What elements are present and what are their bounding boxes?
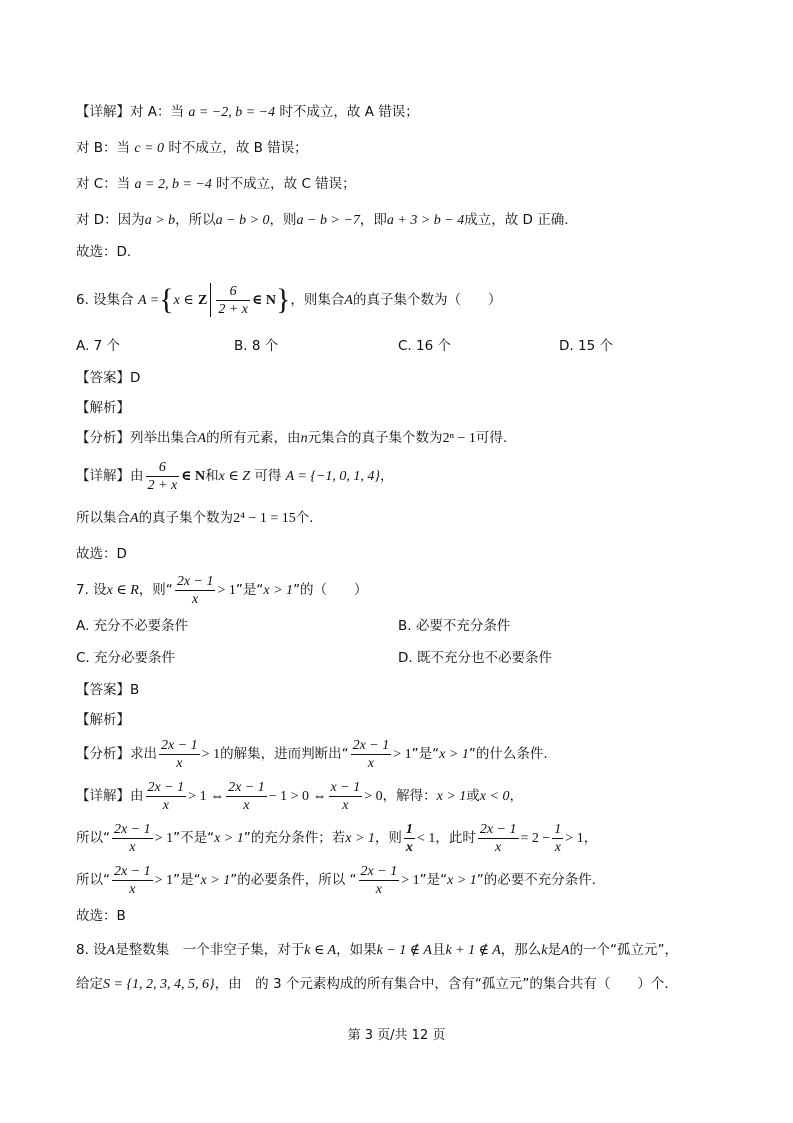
math: A (561, 943, 570, 958)
text: ，那么 (500, 942, 542, 958)
denominator: x (342, 797, 349, 813)
choose-7: 故选：B (76, 908, 126, 924)
text: 的真子集个数为（ ） (352, 292, 502, 308)
question-number: 7. 设 (76, 582, 107, 598)
text: 【详解】由 (76, 468, 144, 484)
math: > 1 (401, 873, 420, 888)
math: k + 1 ∉ A (445, 943, 501, 958)
detail-7 (76, 776, 753, 816)
solution-line-b (76, 138, 753, 159)
text: ”是“ (235, 582, 264, 598)
math: A = {−1, 0, 1, 4} (285, 469, 381, 484)
question-8-line-2 (76, 974, 753, 995)
option-a: A. 充分不必要条件 (76, 618, 189, 634)
solution-line-c (76, 174, 753, 195)
denominator: x (367, 755, 375, 771)
math: 2ⁿ − 1 (442, 431, 476, 446)
text: 故选：D. (76, 244, 132, 260)
text: 或 (466, 788, 480, 804)
denominator: x (405, 839, 413, 855)
text: 可得. (475, 430, 508, 446)
numerator: 1 (554, 821, 562, 837)
denominator: x (129, 839, 136, 855)
math-N: ∈ N (252, 293, 276, 308)
math: k − 1 ∉ A (376, 943, 432, 958)
numerator: 2x − 1 (228, 779, 265, 795)
option-b: B. 必要不充分条件 (398, 618, 511, 634)
analysis-7: 【解析】 (76, 712, 130, 728)
brace-right: } (276, 283, 291, 316)
text: 个. (295, 510, 314, 526)
text: 对 B：当 (76, 140, 131, 156)
text: 对 D：因为 (76, 212, 145, 228)
math: a = −2, b = −4 (188, 105, 276, 120)
text: 的解集，进而判断出“ (220, 746, 349, 762)
fenxi-7 (76, 734, 753, 774)
text: 【分析】列举出集合 (76, 430, 198, 446)
math: A (130, 511, 139, 526)
fraction (159, 737, 200, 772)
fraction (351, 737, 392, 772)
denominator: x (554, 839, 561, 855)
denominator: x (129, 881, 136, 897)
reason-7-a (76, 818, 753, 858)
text: 且 (431, 942, 446, 958)
text: 是整数集 一个非空子集，对于 (115, 942, 305, 958)
text: 的一个“孤立元”， (569, 942, 679, 958)
question-6 (76, 278, 753, 322)
text: 的所有元素，由 (206, 430, 301, 446)
numerator: 2x − 1 (479, 821, 517, 837)
question-7 (76, 570, 753, 610)
numerator: 2x − 1 (161, 737, 198, 753)
fenxi-6 (76, 428, 753, 449)
text: 【详解】由 (76, 788, 144, 804)
math: A (106, 943, 116, 958)
choose-line-5 (76, 242, 753, 262)
math: > 1 (154, 873, 174, 888)
math: a − b > −7 (296, 213, 360, 228)
math: x ∈ R (106, 583, 139, 598)
option-b: B. 8 个 (234, 338, 279, 354)
text: ，所以 (175, 212, 216, 228)
math: k ∈ A (304, 943, 337, 958)
text: 可得 (254, 468, 282, 484)
text: 对 A：当 (130, 104, 185, 120)
text: 给定 (76, 976, 103, 992)
fraction (404, 821, 415, 856)
text: ，即 (359, 212, 387, 228)
text: ， (583, 830, 598, 846)
text: 所以集合 (76, 510, 130, 526)
option-d: D. 15 个 (559, 338, 613, 354)
denominator: x (162, 797, 169, 813)
math: > 1 (393, 747, 412, 762)
fraction (359, 863, 400, 898)
math: > 1 (154, 831, 174, 846)
question-number: 8. 设 (76, 942, 107, 958)
text: ”是“ (411, 746, 440, 762)
math: k (541, 943, 548, 958)
text: ，则 (269, 212, 297, 228)
text: 时不成立，故 B 错误； (168, 140, 308, 156)
question-8-line-1 (76, 940, 753, 961)
denominator: 2 + x (218, 301, 249, 317)
text: ”的必要条件，所以 “ (230, 872, 357, 888)
math: a + 3 > b − 4 (386, 213, 465, 228)
math: c = 0 (134, 141, 165, 156)
math: A (197, 431, 207, 446)
text: 是 (547, 942, 561, 958)
text: ”的什么条件. (468, 746, 548, 762)
text: ， (380, 468, 394, 484)
text: 的真子集个数为 (138, 510, 234, 526)
text: ”的（ ） (293, 582, 368, 598)
denominator: x (375, 881, 382, 897)
text: ”的必要不充分条件. (476, 872, 597, 888)
option-d: D. 既不充分也不必要条件 (398, 650, 552, 666)
text: ”不是“ (173, 830, 215, 846)
text: ，解得： (382, 788, 437, 804)
set-bar (210, 283, 211, 317)
denominator: x (243, 797, 250, 813)
text: 时不成立，故 C 错误； (216, 176, 356, 192)
numerator: 2x − 1 (176, 573, 214, 589)
text: 所以“ (76, 830, 110, 846)
solution-line-d (76, 210, 753, 231)
math: x < 0 (479, 789, 510, 804)
math: A = (137, 293, 160, 308)
text: 对 C：当 (76, 176, 131, 192)
math: x > 1 (345, 831, 375, 846)
text: ”的充分条件；若 (243, 830, 346, 846)
math: n (300, 431, 308, 446)
numerator: 2x − 1 (360, 863, 398, 879)
math-Z: Z (198, 293, 208, 308)
numerator: 1 (405, 821, 413, 837)
page-footer: 第 3 页/共 12 页 (347, 1028, 446, 1043)
choose-6: 故选：D (76, 546, 127, 562)
math: x ∈ Z (218, 469, 251, 484)
math: a − b > 0 (215, 213, 270, 228)
detail-6 (76, 456, 753, 496)
answer-7: 【答案】B (76, 682, 140, 698)
math: x > 1 (439, 747, 469, 762)
text: 时不成立，故 A 错误； (279, 104, 419, 120)
text: ”是“ (419, 872, 448, 888)
text: ，则集合 (290, 292, 345, 308)
text: 元集合的真子集个数为 (307, 430, 443, 446)
option-c: C. 16 个 (398, 338, 451, 354)
text: ”是“ (173, 872, 201, 888)
math: > 0 (364, 789, 383, 804)
option-a: A. 7 个 (76, 338, 120, 354)
text: ， (509, 788, 523, 804)
math: x > 1 (200, 873, 231, 888)
fraction (478, 821, 519, 856)
numerator: 2x − 1 (147, 779, 185, 795)
math: < 1 (416, 831, 436, 846)
numerator: 6 (216, 283, 250, 301)
math: S = {1, 2, 3, 4, 5, 6} (103, 977, 215, 992)
math: 2⁴ − 1 = 15 (233, 511, 296, 526)
fraction (112, 821, 153, 856)
text: ，如果 (336, 942, 377, 958)
text: ，则“ (138, 582, 173, 598)
fraction (146, 459, 180, 494)
option-c: C. 充分必要条件 (76, 650, 176, 666)
denominator: 2 + x (147, 477, 178, 493)
reason-7-b (76, 860, 753, 900)
denominator: x (495, 839, 502, 855)
math: > 1 (217, 583, 236, 598)
math: A (344, 293, 353, 308)
math: a > b (144, 213, 176, 228)
math: x > 1 (447, 873, 477, 888)
math: > 1 (565, 831, 584, 846)
denominator: x (192, 591, 199, 607)
text: 【分析】求出 (76, 746, 157, 762)
brace-left: { (159, 283, 174, 316)
denominator: x (176, 755, 183, 771)
text: 所以“ (76, 872, 110, 888)
text: ，则 (374, 830, 402, 846)
analysis-6: 【解析】 (76, 400, 130, 416)
fraction (226, 779, 267, 814)
math-N: ∈ N (181, 469, 206, 484)
math: − 1 > 0 ⇔ (268, 789, 327, 804)
fraction (112, 863, 153, 898)
fraction (552, 821, 563, 856)
numerator: 2x − 1 (114, 863, 151, 879)
numerator: 2x − 1 (114, 821, 151, 837)
math: = 2 − (520, 831, 551, 846)
math: a = 2, b = −4 (134, 177, 212, 192)
math: x > 1 (436, 789, 467, 804)
math: > 1 ⇔ (188, 789, 225, 804)
numerator: 6 (146, 459, 180, 477)
conclusion-6 (76, 508, 753, 529)
solution-line-a (76, 102, 753, 123)
math: x > 1 (263, 583, 294, 598)
question-number: 6. 设集合 (76, 292, 134, 308)
fraction (146, 779, 187, 814)
answer-6: 【答案】D (76, 370, 141, 386)
numerator: 2x − 1 (352, 737, 390, 753)
text: 和 (205, 468, 219, 484)
text: 成立，故 D 正确. (464, 212, 569, 228)
math: x ∈ (173, 293, 194, 308)
fraction (175, 573, 216, 608)
numerator: x − 1 (330, 779, 361, 795)
fraction (216, 283, 250, 318)
text: ，此时 (435, 830, 476, 846)
math: > 1 (201, 747, 221, 762)
math: x > 1 (214, 831, 244, 846)
detail-tag: 【详解】 (76, 104, 130, 120)
fraction (329, 779, 363, 814)
text: ，由 的 3 个元素构成的所有集合中，含有“孤立元”的集合共有（ ）个. (214, 976, 669, 992)
